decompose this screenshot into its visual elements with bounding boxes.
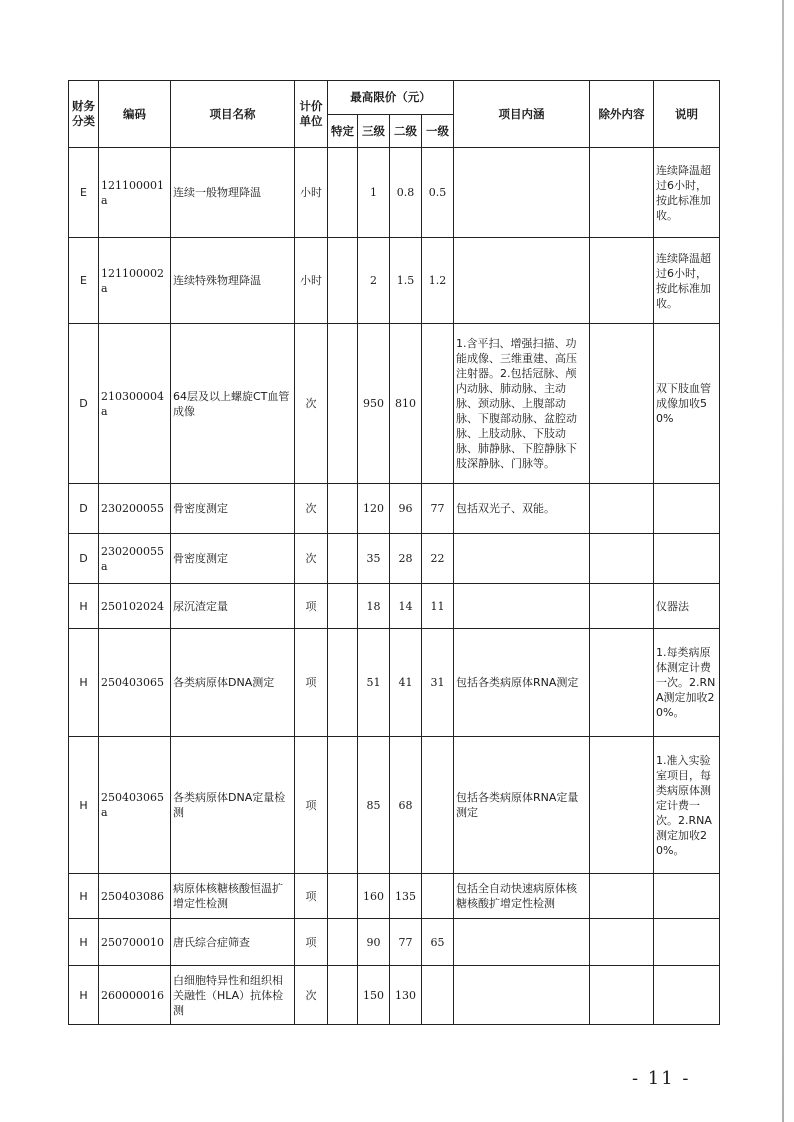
cell-level3: 1 [358,148,390,238]
header-max-price: 最高限价（元） [328,81,454,115]
cell-level2: 28 [390,534,422,584]
cell-special [328,584,358,629]
cell-content: 包括全自动快速病原体核糖核酸扩增定性检测 [454,874,590,919]
cell-category: H [69,584,99,629]
cell-level3: 51 [358,629,390,737]
cell-content [454,966,590,1025]
header-notes: 说明 [654,81,720,148]
cell-level2: 135 [390,874,422,919]
cell-name: 骨密度测定 [171,534,295,584]
table-row [69,874,720,919]
cell-code: 121100001a [99,148,171,238]
cell-exclusions [590,919,654,966]
cell-exclusions [590,629,654,737]
cell-special [328,629,358,737]
header-content: 项目内涵 [454,81,590,148]
cell-code: 230200055 [99,484,171,534]
cell-notes [654,874,720,919]
table-row [69,324,720,484]
cell-name: 各类病原体DNA定量检测 [171,737,295,874]
cell-unit: 项 [295,737,328,874]
table-row [69,584,720,629]
cell-code: 250403065 [99,629,171,737]
table-row [69,148,720,238]
cell-name: 病原体核糖核酸恒温扩增定性检测 [171,874,295,919]
cell-unit: 小时 [295,148,328,238]
cell-category: D [69,534,99,584]
cell-exclusions [590,148,654,238]
cell-content [454,584,590,629]
header-level3: 三级 [358,115,390,148]
cell-exclusions [590,737,654,874]
cell-level2: 14 [390,584,422,629]
cell-content: 包括双光子、双能。 [454,484,590,534]
cell-code: 121100002a [99,238,171,324]
cell-special [328,534,358,584]
cell-name: 64层及以上螺旋CT血管成像 [171,324,295,484]
cell-exclusions [590,484,654,534]
cell-content [454,534,590,584]
cell-level3: 2 [358,238,390,324]
page-number: - 11 - [632,1068,691,1089]
cell-special [328,484,358,534]
cell-notes [654,484,720,534]
cell-notes: 1.每类病原体测定计费一次。2.RNA测定加收20%。 [654,629,720,737]
header-name: 项目名称 [171,81,295,148]
cell-level1: 77 [422,484,454,534]
cell-level3: 150 [358,966,390,1025]
cell-notes [654,534,720,584]
cell-notes: 双下肢血管成像加收50% [654,324,720,484]
cell-level1: 1.2 [422,238,454,324]
cell-content [454,238,590,324]
cell-level2: 1.5 [390,238,422,324]
table-row [69,238,720,324]
table-row [69,629,720,737]
cell-code: 230200055a [99,534,171,584]
cell-name: 白细胞特异性和组织相关融性（HLA）抗体检测 [171,966,295,1025]
cell-special [328,238,358,324]
cell-level1: 31 [422,629,454,737]
cell-category: H [69,629,99,737]
cell-unit: 次 [295,324,328,484]
table-row [69,737,720,874]
table-row [69,534,720,584]
cell-exclusions [590,584,654,629]
cell-content: 1.含平扫、增强扫描、功能成像、三维重建、高压注射器。2.包括冠脉、颅内动脉、肺动脉、主动脉、颈动脉、上腹部动脉、下腹部动脉、盆腔动脉、上肢动脉、下肢动脉、肺静脉、下腔静脉下肢深静脉、门脉等。 [454,324,590,484]
cell-category: H [69,737,99,874]
cell-unit: 次 [295,484,328,534]
header-exclusions: 除外内容 [590,81,654,148]
header-code: 编码 [99,81,171,148]
cell-name: 唐氏综合症筛查 [171,919,295,966]
header-special: 特定 [328,115,358,148]
cell-exclusions [590,324,654,484]
cell-level1: 0.5 [422,148,454,238]
cell-special [328,966,358,1025]
cell-unit: 项 [295,874,328,919]
cell-level2: 96 [390,484,422,534]
table-row [69,966,720,1025]
cell-level1 [422,966,454,1025]
cell-notes: 仪器法 [654,584,720,629]
cell-unit: 次 [295,966,328,1025]
cell-name: 连续一般物理降温 [171,148,295,238]
header-level1: 一级 [422,115,454,148]
cell-category: E [69,148,99,238]
cell-level1 [422,324,454,484]
cell-notes: 连续降温超过6小时，按此标准加收。 [654,148,720,238]
cell-level3: 90 [358,919,390,966]
cell-category: H [69,966,99,1025]
cell-category: D [69,484,99,534]
cell-code: 250700010 [99,919,171,966]
cell-level1: 22 [422,534,454,584]
cell-code: 250403065a [99,737,171,874]
table-row [69,919,720,966]
cell-code: 210300004a [99,324,171,484]
cell-content [454,919,590,966]
cell-content: 包括各类病原体RNA定量测定 [454,737,590,874]
cell-level3: 950 [358,324,390,484]
cell-content [454,148,590,238]
cell-exclusions [590,874,654,919]
cell-exclusions [590,966,654,1025]
cell-code: 260000016 [99,966,171,1025]
cell-unit: 小时 [295,238,328,324]
cell-unit: 项 [295,919,328,966]
cell-level3: 35 [358,534,390,584]
cell-level3: 160 [358,874,390,919]
cell-name: 各类病原体DNA测定 [171,629,295,737]
cell-unit: 项 [295,584,328,629]
cell-name: 尿沉渣定量 [171,584,295,629]
cell-notes: 连续降温超过6小时，按此标准加收。 [654,238,720,324]
header-level2: 二级 [390,115,422,148]
cell-level1 [422,737,454,874]
cell-level3: 18 [358,584,390,629]
cell-unit: 次 [295,534,328,584]
cell-special [328,148,358,238]
header-category: 财务分类 [69,81,99,148]
cell-level2: 130 [390,966,422,1025]
cell-name: 骨密度测定 [171,484,295,534]
cell-level2: 77 [390,919,422,966]
cell-level2: 810 [390,324,422,484]
cell-content: 包括各类病原体RNA测定 [454,629,590,737]
cell-category: H [69,919,99,966]
cell-special [328,919,358,966]
cell-notes [654,966,720,1025]
cell-unit: 项 [295,629,328,737]
cell-level1: 11 [422,584,454,629]
cell-code: 250102024 [99,584,171,629]
cell-level3: 120 [358,484,390,534]
cell-exclusions [590,238,654,324]
fee-standard-table [68,80,720,1025]
cell-level1 [422,874,454,919]
scan-edge-shadow [782,0,784,1122]
table-row [69,484,720,534]
cell-category: E [69,238,99,324]
cell-level2: 0.8 [390,148,422,238]
cell-special [328,874,358,919]
cell-code: 250403086 [99,874,171,919]
cell-notes [654,919,720,966]
cell-category: H [69,874,99,919]
cell-special [328,324,358,484]
cell-level3: 85 [358,737,390,874]
cell-level2: 68 [390,737,422,874]
header-unit: 计价单位 [295,81,328,148]
cell-category: D [69,324,99,484]
cell-name: 连续特殊物理降温 [171,238,295,324]
cell-level2: 41 [390,629,422,737]
cell-special [328,737,358,874]
cell-level1: 65 [422,919,454,966]
cell-exclusions [590,534,654,584]
cell-notes: 1.准入实验室项目，每类病原体测定计费一次。2.RNA测定加收20%。 [654,737,720,874]
